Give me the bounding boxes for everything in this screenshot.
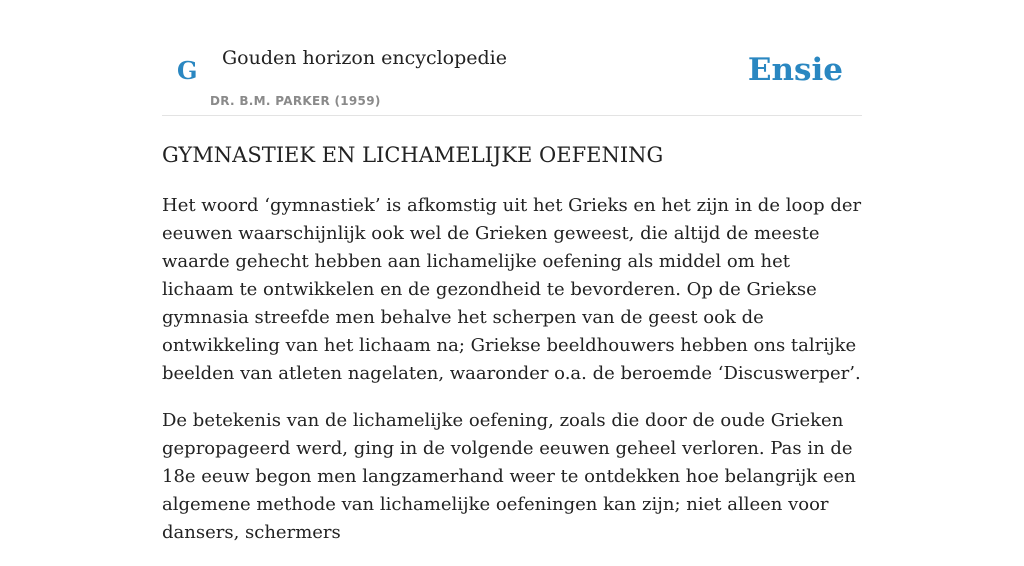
- entry-paragraph: Het woord ‘gymnastiek’ is afkomstig uit het Grieks en het zijn in de loop der eeuwen waarschijnlijk ook wel de Grieken geweest, die altijd de meeste waarde gehecht hebben aan lichamelijke oefening als middel om het lichaam te ontwikkelen en de gezondheid te bevorderen. Op de Griekse gymnasia streefde men behalve het scherpen van de geest ook de ontwikkeling van het lichaam na; Griekse beeldhouwers hebben ons talrijke beelden van atleten nagelaten, waaronder o.a. de beroemde ‘Discuswerper’.: [162, 195, 862, 384]
- entry-paragraph: De betekenis van de lichamelijke oefening, zoals die door de oude Grieken gepropageerd werd, ging in de volgende eeuwen geheel verloren. Pas in de 18e eeuw begon men langzamerhand weer te ontdekken hoe belangrijk een algemene methode van lichamelijke oefeningen kan zijn; niet alleen voor dansers, schermers: [162, 410, 856, 543]
- book-title[interactable]: Gouden horizon encyclopedie: [222, 47, 507, 69]
- entry-title: GYMNASTIEK EN LICHAMELIJKE OEFENING: [162, 143, 664, 167]
- book-logo[interactable]: G: [177, 56, 198, 85]
- site-header: [162, 0, 862, 116]
- book-author: DR. B.M. PARKER (1959): [210, 94, 381, 108]
- page-container: [162, 0, 862, 543]
- entry-content: [162, 192, 862, 566]
- brand-logo[interactable]: Ensie: [747, 52, 843, 88]
